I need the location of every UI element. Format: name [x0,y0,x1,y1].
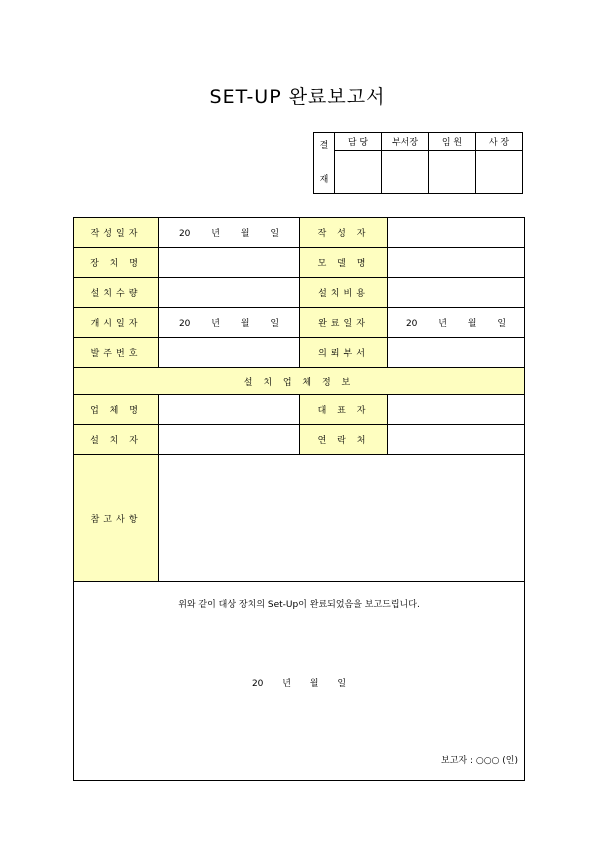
field-model-name[interactable] [388,248,525,278]
field-write-date[interactable]: 20 년 월 일 [159,218,300,248]
approval-side-bottom: 재 [319,175,329,185]
field-install-cost[interactable] [388,278,525,308]
label-order-number: 발주번호 [74,338,159,368]
notice-block [74,582,525,781]
field-contact[interactable] [388,425,525,455]
approval-signature-president[interactable] [476,151,523,194]
field-vendor-name[interactable] [159,395,300,425]
label-install-qty: 설치수량 [74,278,159,308]
label-representative: 대 표 자 [300,395,388,425]
approval-signature-dept-head[interactable] [382,151,429,194]
field-remarks[interactable] [159,455,525,582]
field-requesting-dept[interactable] [388,338,525,368]
field-installer[interactable] [159,425,300,455]
label-writer: 작 성 자 [300,218,388,248]
notice-text: 위와 같이 대상 장치의 Set-Up이 완료되었음을 보고드립니다. [178,600,420,610]
approval-header-president: 사 장 [476,133,523,151]
label-contact: 연 락 처 [300,425,388,455]
label-model-name: 모 델 명 [300,248,388,278]
label-install-cost: 설치비용 [300,278,388,308]
field-start-date[interactable]: 20 년 월 일 [159,308,300,338]
label-installer: 설 치 자 [74,425,159,455]
field-device-name[interactable] [159,248,300,278]
approval-header-dept-head: 부서장 [382,133,429,151]
approval-signature-executive[interactable] [429,151,476,194]
field-order-number[interactable] [159,338,300,368]
approval-side-top: 결 [319,141,329,151]
page-title: SET-UP 완료보고서 [209,86,386,108]
label-requesting-dept: 의뢰부서 [300,338,388,368]
label-start-date: 개시일자 [74,308,159,338]
section-header-vendor-info: 설 치 업 체 정 보 [74,368,525,395]
field-representative[interactable] [388,395,525,425]
label-device-name: 장 치 명 [74,248,159,278]
field-complete-date[interactable]: 20 년 월 일 [388,308,525,338]
notice-date[interactable]: 20 년 월 일 [251,679,347,689]
label-complete-date: 완료일자 [300,308,388,338]
approval-signature-manager[interactable] [335,151,382,194]
field-writer[interactable] [388,218,525,248]
approval-side-label [314,133,335,194]
approval-box [313,132,523,194]
label-vendor-name: 업 체 명 [74,395,159,425]
label-write-date: 작성일자 [74,218,159,248]
approval-header-executive: 임 원 [429,133,476,151]
label-remarks: 참고사항 [74,455,159,582]
field-install-qty[interactable] [159,278,300,308]
report-form [73,217,525,781]
reporter-signature[interactable]: 보고자 : ○○○ (인) [441,756,518,766]
approval-header-manager: 담 당 [335,133,382,151]
